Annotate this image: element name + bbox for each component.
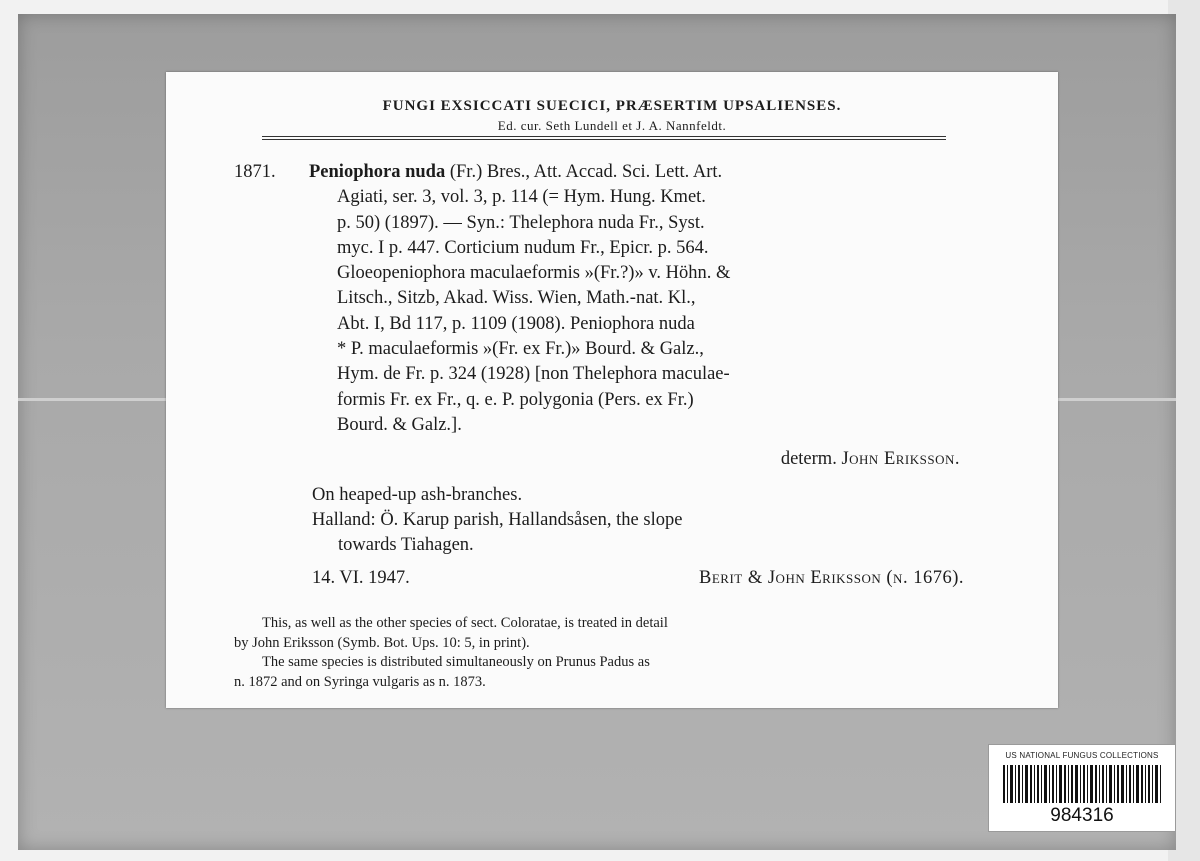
- footnote-line: The same species is distributed simultaneously on Prunus Padus as: [262, 654, 650, 670]
- collectors: Berit & John Eriksson (n. 1676).: [699, 568, 964, 589]
- citation-line: p. 50) (1897). — Syn.: Thelephora nuda Fr., Syst.: [337, 212, 705, 233]
- citation-line: formis Fr. ex Fr., q. e. P. polygonia (Pers. ex Fr.): [337, 389, 694, 410]
- taxon-line: [309, 160, 964, 185]
- determiner: [234, 447, 964, 472]
- specimen-label: [166, 72, 1058, 708]
- barcode-number: 984316: [1050, 805, 1114, 826]
- citation-start: (Fr.) Bres., Att. Accad. Sci. Lett. Art.: [445, 162, 723, 182]
- footnote: [234, 614, 972, 692]
- citation-line: Bourd. & Galz.].: [337, 414, 462, 435]
- barcode-label: [988, 744, 1176, 832]
- species-name: Peniophora nuda: [309, 162, 446, 182]
- citation-line: Hym. de Fr. p. 324 (1928) [non Thelephora maculae-: [337, 364, 730, 385]
- footnote-line: This, as well as the other species of sect. Coloratae, is treated in detail: [262, 615, 668, 631]
- citation-line: myc. I p. 447. Corticium nudum Fr., Epicr. p. 564.: [337, 237, 709, 258]
- barcode-header: US NATIONAL FUNGUS COLLECTIONS: [1005, 751, 1159, 760]
- locality: Halland: Ö. Karup parish, Hallandsåsen, the slope: [312, 509, 683, 530]
- barcode-bars: [1003, 765, 1161, 803]
- determiner-name: John Eriksson.: [841, 449, 960, 470]
- collection-line: [234, 566, 964, 591]
- citation-line: Gloeopeniophora maculaeformis »(Fr.?)» v. Höhn. &: [337, 263, 731, 284]
- locality-cont: towards Tiahagen.: [338, 535, 474, 556]
- label-title: FUNGI EXSICCATI SUECICI, PRÆSERTIM UPSALIENSES.: [382, 98, 842, 114]
- citation-line: Abt. I, Bd 117, p. 1109 (1908). Peniophora nuda: [337, 313, 695, 334]
- taxon-entry: [234, 160, 964, 438]
- collection-date: 14. VI. 1947.: [312, 568, 410, 589]
- footnote-line: by John Eriksson (Symb. Bot. Ups. 10: 5, in print).: [234, 634, 530, 651]
- citation-line: Litsch., Sitzb, Akad. Wiss. Wien, Math.-nat. Kl.,: [337, 288, 696, 309]
- footnote-line: n. 1872 and on Syringa vulgaris as n. 1873.: [234, 673, 486, 690]
- exsiccata-number: 1871.: [234, 162, 276, 182]
- divider-line: [262, 136, 946, 137]
- substrate: On heaped-up ash-branches.: [312, 484, 523, 505]
- label-body: [234, 160, 964, 592]
- determ-prefix: determ.: [780, 449, 837, 470]
- habitat-block: [234, 483, 964, 559]
- divider-line: [262, 139, 946, 140]
- label-editors: Ed. cur. Seth Lundell et J. A. Nannfeldt.: [497, 118, 727, 133]
- citation-line: Agiati, ser. 3, vol. 3, p. 114 (= Hym. Hung. Kmet.: [337, 187, 706, 208]
- citation-line: * P. maculaeformis »(Fr. ex Fr.)» Bourd. & Galz.,: [337, 339, 704, 360]
